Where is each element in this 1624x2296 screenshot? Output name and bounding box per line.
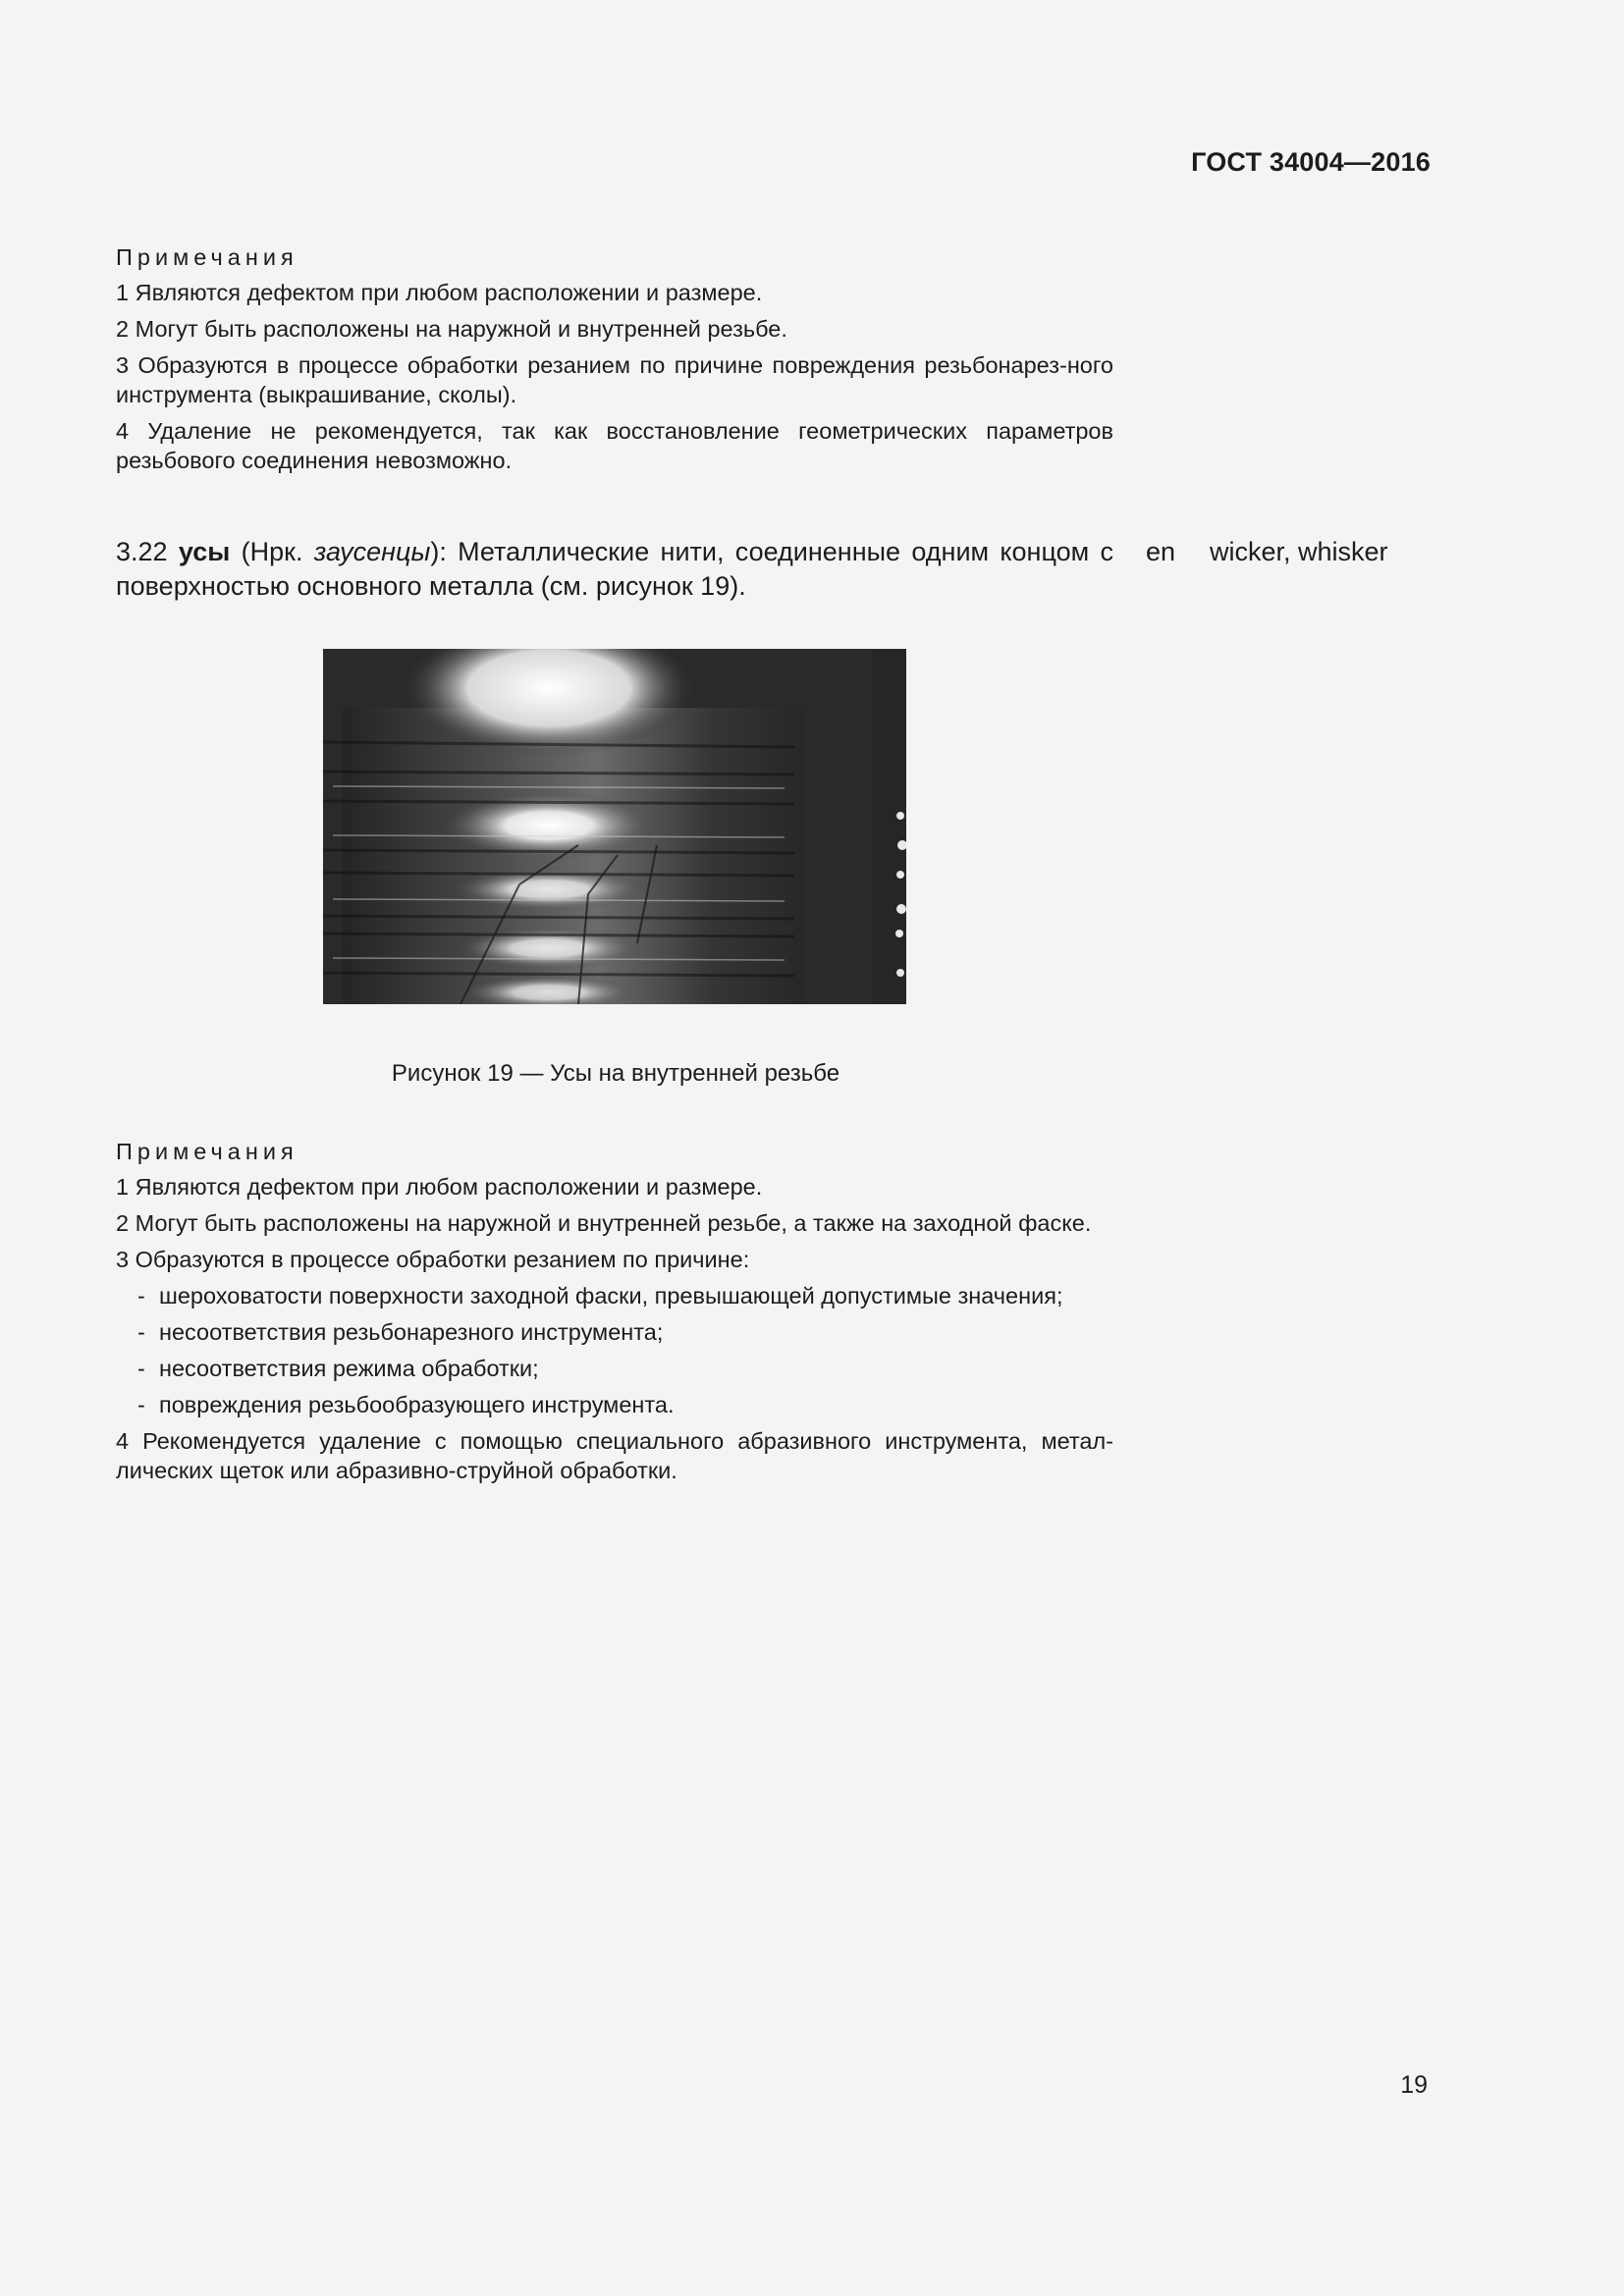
note-bullet-text: несоответствия резьбонарезного инструмента; [159,1319,664,1345]
term-language-code: en [1146,537,1176,566]
note-bullet: - несоответствия резьбонарезного инструмента; [137,1319,664,1345]
figure-caption: Рисунок 19 — Усы на внутренней резьбе [391,1060,840,1087]
term-abbr-open: (Нрк. [241,537,314,566]
term-name: усы [178,537,231,566]
note-item: 1 Являются дефектом при любом расположении и размере. [116,280,763,305]
notes-title: Примечания [116,244,298,270]
note-bullet: - несоответствия режима обработки; [137,1356,539,1381]
note-bullet-text: несоответствия режима обработки; [159,1356,539,1381]
note-item: 1 Являются дефектом при любом расположении и размере. [116,1174,763,1200]
note-item: 2 Могут быть расположены на наружной и внутренней резьбе, а также на заходной фаске. [116,1210,1092,1236]
note-bullet-text: шероховатости поверхности заходной фаски, превышающей допустимые значения; [159,1283,1063,1308]
page-number: 19 [1400,2071,1428,2099]
note-bullet: - шероховатости поверхности заходной фаски, превышающей допустимые значения; [137,1283,1063,1308]
note-bullet-text: повреждения резьбообразующего инструмента. [159,1392,675,1417]
thread-photo-illustration [323,649,906,1004]
note-item: 2 Могут быть расположены на наружной и внутренней резьбе. [116,316,787,342]
note-item: 3 Образуются в процессе обработки резанием по причине: [116,1247,750,1272]
term-definition [116,535,1113,604]
term-definition-text: Металлические нити, соединенные одним концом с поверхностью основного металла (см. рисунок 19). [116,537,1113,601]
notes-block-2 [116,1137,1113,1485]
term-equivalent: wicker, whisker [1210,537,1388,566]
document-header: ГОСТ 34004—2016 [1191,147,1431,177]
term-abbr-close: ): [430,537,459,566]
term-deprecated: заусенцы [313,537,431,566]
note-item: 4 Рекомендуется удаление с помощью специального абразивного инструмента, метал-лических щеток или абразивно-струйной обработки. [116,1428,1113,1483]
term-number: 3.22 [116,537,168,566]
figure-photo [323,649,906,1004]
note-bullet: - повреждения резьбообразующего инструмента. [137,1392,675,1417]
notes-block-1 [116,242,1113,475]
note-item: 4 Удаление не рекомендуется, так как восстановление геометрических параметров резьбового соединения невозможно. [116,418,1113,473]
notes-title: Примечания [116,1139,298,1164]
note-item: 3 Образуются в процессе обработки резанием по причине повреждения резьбонарез-ного инструмента (выкрашивание, сколы). [116,352,1113,407]
